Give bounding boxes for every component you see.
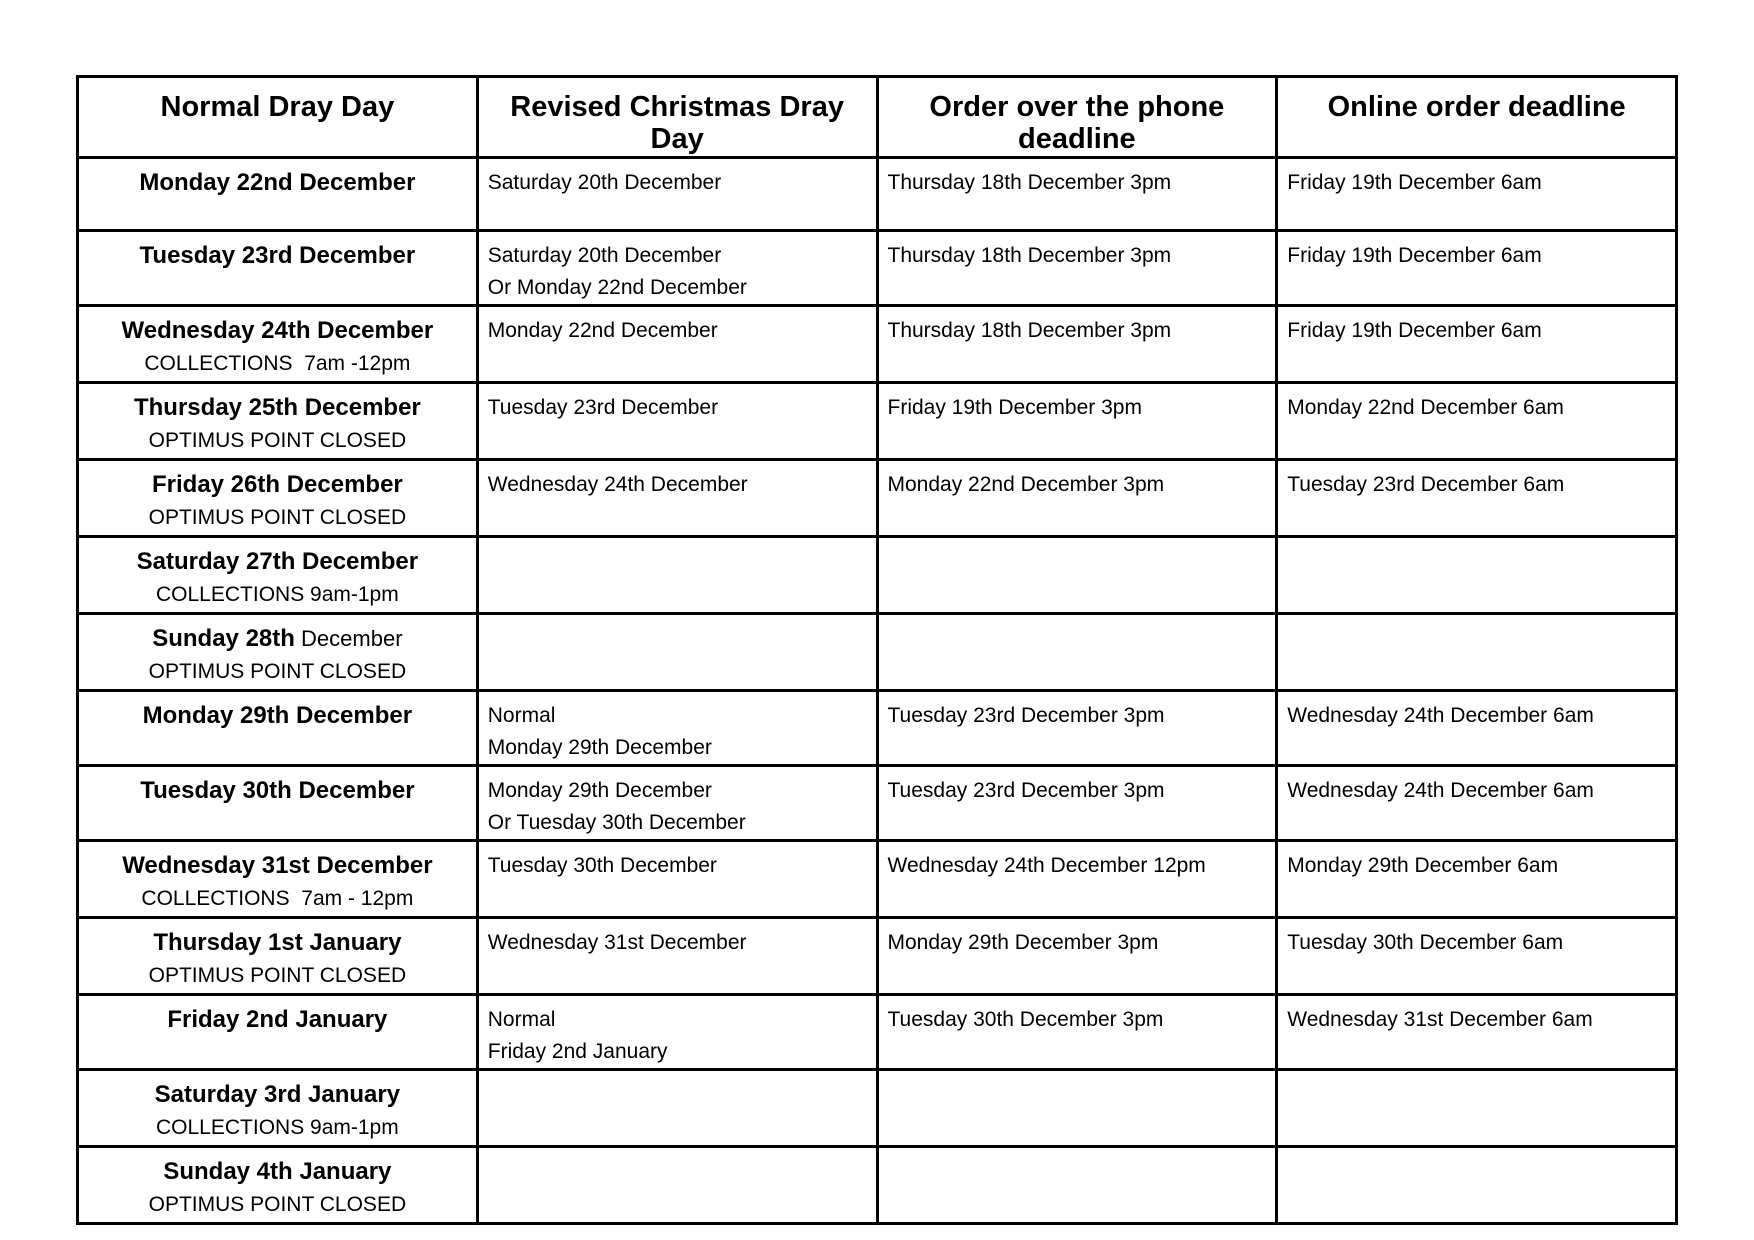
online-deadline-cell — [1277, 614, 1677, 691]
revised-day-line-1: Monday 29th December — [487, 779, 712, 802]
online-deadline-cell: Friday 19th December 6am — [1277, 231, 1677, 306]
normal-day-line — [80, 468, 475, 501]
normal-day-cell — [78, 306, 478, 383]
online-deadline-cell — [1277, 537, 1677, 614]
normal-day-cell — [78, 231, 478, 306]
normal-day-cell — [78, 766, 478, 841]
normal-day-note: OPTIMUS POINT CLOSED — [148, 964, 407, 987]
normal-day-cell — [78, 158, 478, 231]
phone-deadline-cell: Tuesday 23rd December 3pm — [877, 691, 1277, 766]
normal-day-cell — [78, 537, 478, 614]
normal-day-line — [80, 1155, 475, 1188]
phone-deadline-cell — [877, 1147, 1277, 1224]
column-header-revised-christmas-dray-day: Revised Christmas Dray Day — [477, 77, 877, 158]
normal-day-line — [80, 166, 475, 199]
column-header-normal-dray-day: Normal Dray Day — [78, 77, 478, 158]
normal-day-line — [80, 239, 475, 272]
table-row — [78, 306, 1677, 383]
online-deadline-cell — [1277, 1147, 1677, 1224]
normal-day-line — [80, 1078, 475, 1111]
normal-day-label: Friday 26th December — [151, 471, 403, 498]
table-row — [78, 537, 1677, 614]
online-deadline-cell — [1277, 1070, 1677, 1147]
normal-day-note: COLLECTIONS 7am -12pm — [144, 352, 411, 375]
online-deadline-cell: Monday 22nd December 6am — [1277, 383, 1677, 460]
normal-day-line — [80, 774, 475, 807]
revised-day-cell — [477, 158, 877, 231]
normal-day-cell — [78, 614, 478, 691]
normal-day-label: Sunday 28th — [152, 625, 295, 652]
revised-day-line-1: Wednesday 31st December — [487, 931, 747, 954]
normal-day-note: COLLECTIONS 9am-1pm — [156, 1116, 399, 1139]
normal-day-cell — [78, 995, 478, 1070]
normal-day-note: OPTIMUS POINT CLOSED — [148, 429, 407, 452]
revised-day-cell — [477, 231, 877, 306]
online-deadline-cell: Wednesday 24th December 6am — [1277, 691, 1677, 766]
phone-deadline-cell: Monday 22nd December 3pm — [877, 460, 1277, 537]
normal-day-cell — [78, 1070, 478, 1147]
normal-day-label: Thursday 25th December — [133, 394, 421, 421]
online-deadline-cell: Tuesday 23rd December 6am — [1277, 460, 1677, 537]
normal-day-cell — [78, 1147, 478, 1224]
table-header-row — [78, 77, 1677, 158]
normal-day-line — [80, 314, 475, 347]
normal-day-label: Wednesday 31st December — [122, 852, 433, 879]
normal-day-line — [80, 1003, 475, 1036]
revised-day-line-2: Monday 29th December — [487, 736, 712, 759]
online-deadline-cell: Friday 19th December 6am — [1277, 306, 1677, 383]
normal-day-note: COLLECTIONS 9am-1pm — [156, 583, 399, 606]
revised-day-line-1: Saturday 20th December — [487, 171, 722, 194]
normal-day-cell — [78, 460, 478, 537]
normal-day-note: OPTIMUS POINT CLOSED — [148, 660, 407, 683]
revised-day-cell — [477, 766, 877, 841]
online-deadline-cell: Friday 19th December 6am — [1277, 158, 1677, 231]
normal-day-suffix: December — [294, 626, 403, 651]
revised-day-cell — [477, 306, 877, 383]
revised-day-cell — [477, 1070, 877, 1147]
column-header-online-deadline: Online order deadline — [1277, 77, 1677, 158]
normal-day-label: Monday 29th December — [142, 702, 413, 729]
table-row — [78, 1147, 1677, 1224]
normal-day-note: OPTIMUS POINT CLOSED — [148, 1193, 407, 1216]
revised-day-line-1: Wednesday 24th December — [487, 473, 748, 496]
revised-day-cell — [477, 537, 877, 614]
phone-deadline-cell: Tuesday 23rd December 3pm — [877, 766, 1277, 841]
phone-deadline-cell — [877, 1070, 1277, 1147]
table-row — [78, 460, 1677, 537]
revised-day-cell — [477, 1147, 877, 1224]
phone-deadline-cell: Wednesday 24th December 12pm — [877, 841, 1277, 918]
revised-day-line-1: Monday 22nd December — [487, 319, 718, 342]
revised-day-line-1: Normal — [487, 704, 556, 727]
table-row — [78, 691, 1677, 766]
online-deadline-cell: Monday 29th December 6am — [1277, 841, 1677, 918]
christmas-dray-schedule-table — [76, 75, 1678, 1225]
table-row — [78, 383, 1677, 460]
table-row — [78, 995, 1677, 1070]
phone-deadline-cell: Friday 19th December 3pm — [877, 383, 1277, 460]
phone-deadline-cell: Thursday 18th December 3pm — [877, 158, 1277, 231]
revised-day-line-1: Tuesday 30th December — [487, 854, 717, 877]
revised-day-cell — [477, 383, 877, 460]
phone-deadline-cell: Tuesday 30th December 3pm — [877, 995, 1277, 1070]
phone-deadline-cell: Thursday 18th December 3pm — [877, 231, 1277, 306]
revised-day-line-2: Or Monday 22nd December — [487, 276, 747, 299]
revised-day-line-2: Or Tuesday 30th December — [487, 811, 746, 834]
revised-day-line-2: Friday 2nd January — [487, 1040, 668, 1063]
online-deadline-cell: Wednesday 31st December 6am — [1277, 995, 1677, 1070]
normal-day-label: Saturday 3rd January — [154, 1081, 401, 1108]
normal-day-line — [80, 545, 475, 578]
normal-day-label: Wednesday 24th December — [121, 317, 434, 344]
online-deadline-cell: Wednesday 24th December 6am — [1277, 766, 1677, 841]
normal-day-line — [80, 391, 475, 424]
normal-day-line — [80, 622, 475, 655]
revised-day-line-1: Saturday 20th December — [487, 244, 722, 267]
normal-day-cell — [78, 918, 478, 995]
normal-day-label: Saturday 27th December — [136, 548, 419, 575]
phone-deadline-cell: Thursday 18th December 3pm — [877, 306, 1277, 383]
column-header-phone-deadline: Order over the phone deadline — [877, 77, 1277, 158]
normal-day-cell — [78, 383, 478, 460]
normal-day-label: Friday 2nd January — [167, 1006, 388, 1033]
revised-day-cell — [477, 614, 877, 691]
normal-day-cell — [78, 841, 478, 918]
table-row — [78, 1070, 1677, 1147]
revised-day-line-1: Normal — [487, 1008, 556, 1031]
revised-day-cell — [477, 691, 877, 766]
table-row — [78, 158, 1677, 231]
normal-day-line — [80, 926, 475, 959]
table-row — [78, 841, 1677, 918]
revised-day-cell — [477, 460, 877, 537]
table-row — [78, 231, 1677, 306]
normal-day-label: Monday 22nd December — [139, 169, 416, 196]
revised-day-cell — [477, 918, 877, 995]
table-row — [78, 614, 1677, 691]
table-row — [78, 918, 1677, 995]
normal-day-cell — [78, 691, 478, 766]
table-row — [78, 766, 1677, 841]
revised-day-line-1: Tuesday 23rd December — [487, 396, 719, 419]
phone-deadline-cell: Monday 29th December 3pm — [877, 918, 1277, 995]
normal-day-note: OPTIMUS POINT CLOSED — [148, 506, 407, 529]
revised-day-cell — [477, 841, 877, 918]
phone-deadline-cell — [877, 614, 1277, 691]
normal-day-line — [80, 849, 475, 882]
normal-day-label: Thursday 1st January — [153, 929, 402, 956]
normal-day-line — [80, 699, 475, 732]
normal-day-label: Tuesday 30th December — [140, 777, 415, 804]
online-deadline-cell: Tuesday 30th December 6am — [1277, 918, 1677, 995]
normal-day-note: COLLECTIONS 7am - 12pm — [141, 887, 414, 910]
normal-day-label: Sunday 4th January — [163, 1158, 392, 1185]
phone-deadline-cell — [877, 537, 1277, 614]
revised-day-cell — [477, 995, 877, 1070]
normal-day-label: Tuesday 23rd December — [139, 242, 416, 269]
